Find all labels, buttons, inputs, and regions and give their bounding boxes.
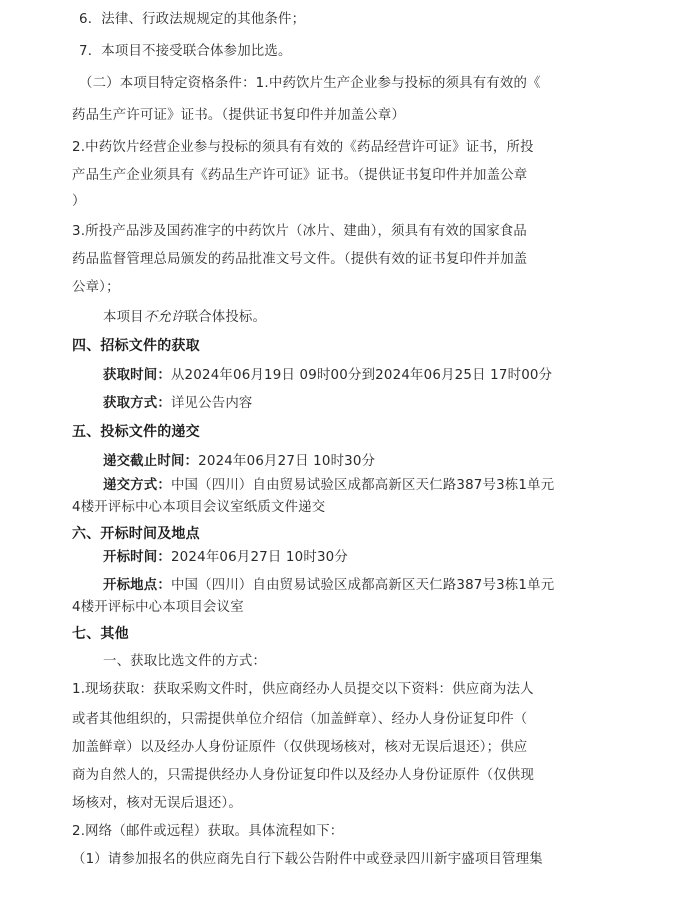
text-line: ） (72, 194, 86, 209)
text-fragment: 联合体投标。 (184, 310, 267, 325)
text-line (103, 366, 552, 386)
text-line: 公章）； (72, 280, 120, 295)
field-label: 开标地点： (103, 578, 171, 593)
text-line: 场核对，核对无误后退还）。 (72, 796, 242, 811)
text-line: 2.中药饮片经营企业参与投标的须具有有效的《药品经营许可证》证书，所投 (72, 140, 534, 155)
field-label: 递交截止时间： (103, 454, 199, 469)
text-line (103, 576, 554, 596)
field-value: 中国（四川）自由贸易试验区成都高新区天仁路387号3栋1单元 (170, 478, 555, 493)
text-line: （1）请参加报名的供应商先自行下载公告附件中或登录四川新宇盛项目管理集 (72, 852, 543, 867)
field-label: 获取时间： (103, 368, 171, 383)
text-line: 商为自然人的，只需提供经办人身份证复印件以及经办人身份证原件（仅供现 (72, 768, 535, 783)
text-line: 药品监督管理总局颁发的药品批准文号文件。（提供有效的证书复印件并加盖 (72, 252, 528, 267)
field-value: 从2024年06月19日 09时00分到2024年06月25日 17时00分 (170, 368, 553, 383)
section-heading: 五、投标文件的递交 (72, 424, 200, 440)
text-line: 加盖鲜章）以及经办人身份证原件（仅供现场核对，核对无误后退还）；供应 (72, 740, 528, 755)
text-line: 3.所投产品涉及国药准字的中药饮片（冰片、建曲），须具有有效的国家食品 (72, 224, 527, 239)
text-line: 一、获取比选文件的方式： (103, 654, 267, 669)
text-line: 药品生产许可证》证书。（提供证书复印件并加盖公章） (72, 108, 406, 123)
field-value: 详见公告内容 (170, 396, 253, 411)
text-line: （二）本项目特定资格条件：1.中药饮片生产企业参与投标的须具有有效的《 (79, 76, 541, 91)
text-line: 1.现场获取：获取采购文件时，供应商经办人员提交以下资料：供应商为法人 (72, 682, 534, 697)
section-heading: 四、招标文件的获取 (72, 338, 200, 354)
section-heading: 七、其他 (72, 626, 129, 642)
text-line (103, 548, 348, 568)
text-line: 4楼开评标中心本项目会议室纸质文件递交 (72, 500, 326, 515)
text-line: 产品生产企业须具有《药品生产许可证》证书。（提供证书复印件并加盖公章 (72, 168, 528, 183)
text-line: 4楼开评标中心本项目会议室 (72, 600, 244, 615)
text-fragment-italic: 不允许 (143, 310, 185, 325)
section-heading: 六、开标时间及地点 (72, 526, 200, 542)
text-line: 2.网络（邮件或远程）获取。具体流程如下： (72, 824, 344, 839)
field-value: 中国（四川）自由贸易试验区成都高新区天仁路387号3栋1单元 (170, 578, 555, 593)
text-line (103, 452, 375, 472)
text-line (103, 394, 253, 414)
text-line (103, 308, 266, 328)
text-line (103, 476, 554, 496)
text-line: 7．本项目不接受联合体参加比选。 (79, 44, 292, 59)
field-label: 获取方式： (103, 396, 171, 411)
field-value: 2024年06月27日 10时30分 (170, 550, 348, 565)
field-label: 递交方式： (103, 478, 171, 493)
text-line: 或者其他组织的，只需提供单位介绍信（加盖鲜章）、经办人身份证复印件（ (72, 712, 528, 727)
field-value: 2024年06月27日 10时30分 (198, 454, 376, 469)
field-label: 开标时间： (103, 550, 171, 565)
text-fragment: 本项目 (103, 310, 144, 325)
text-line: 6．法律、行政法规规定的其他条件； (79, 12, 306, 27)
